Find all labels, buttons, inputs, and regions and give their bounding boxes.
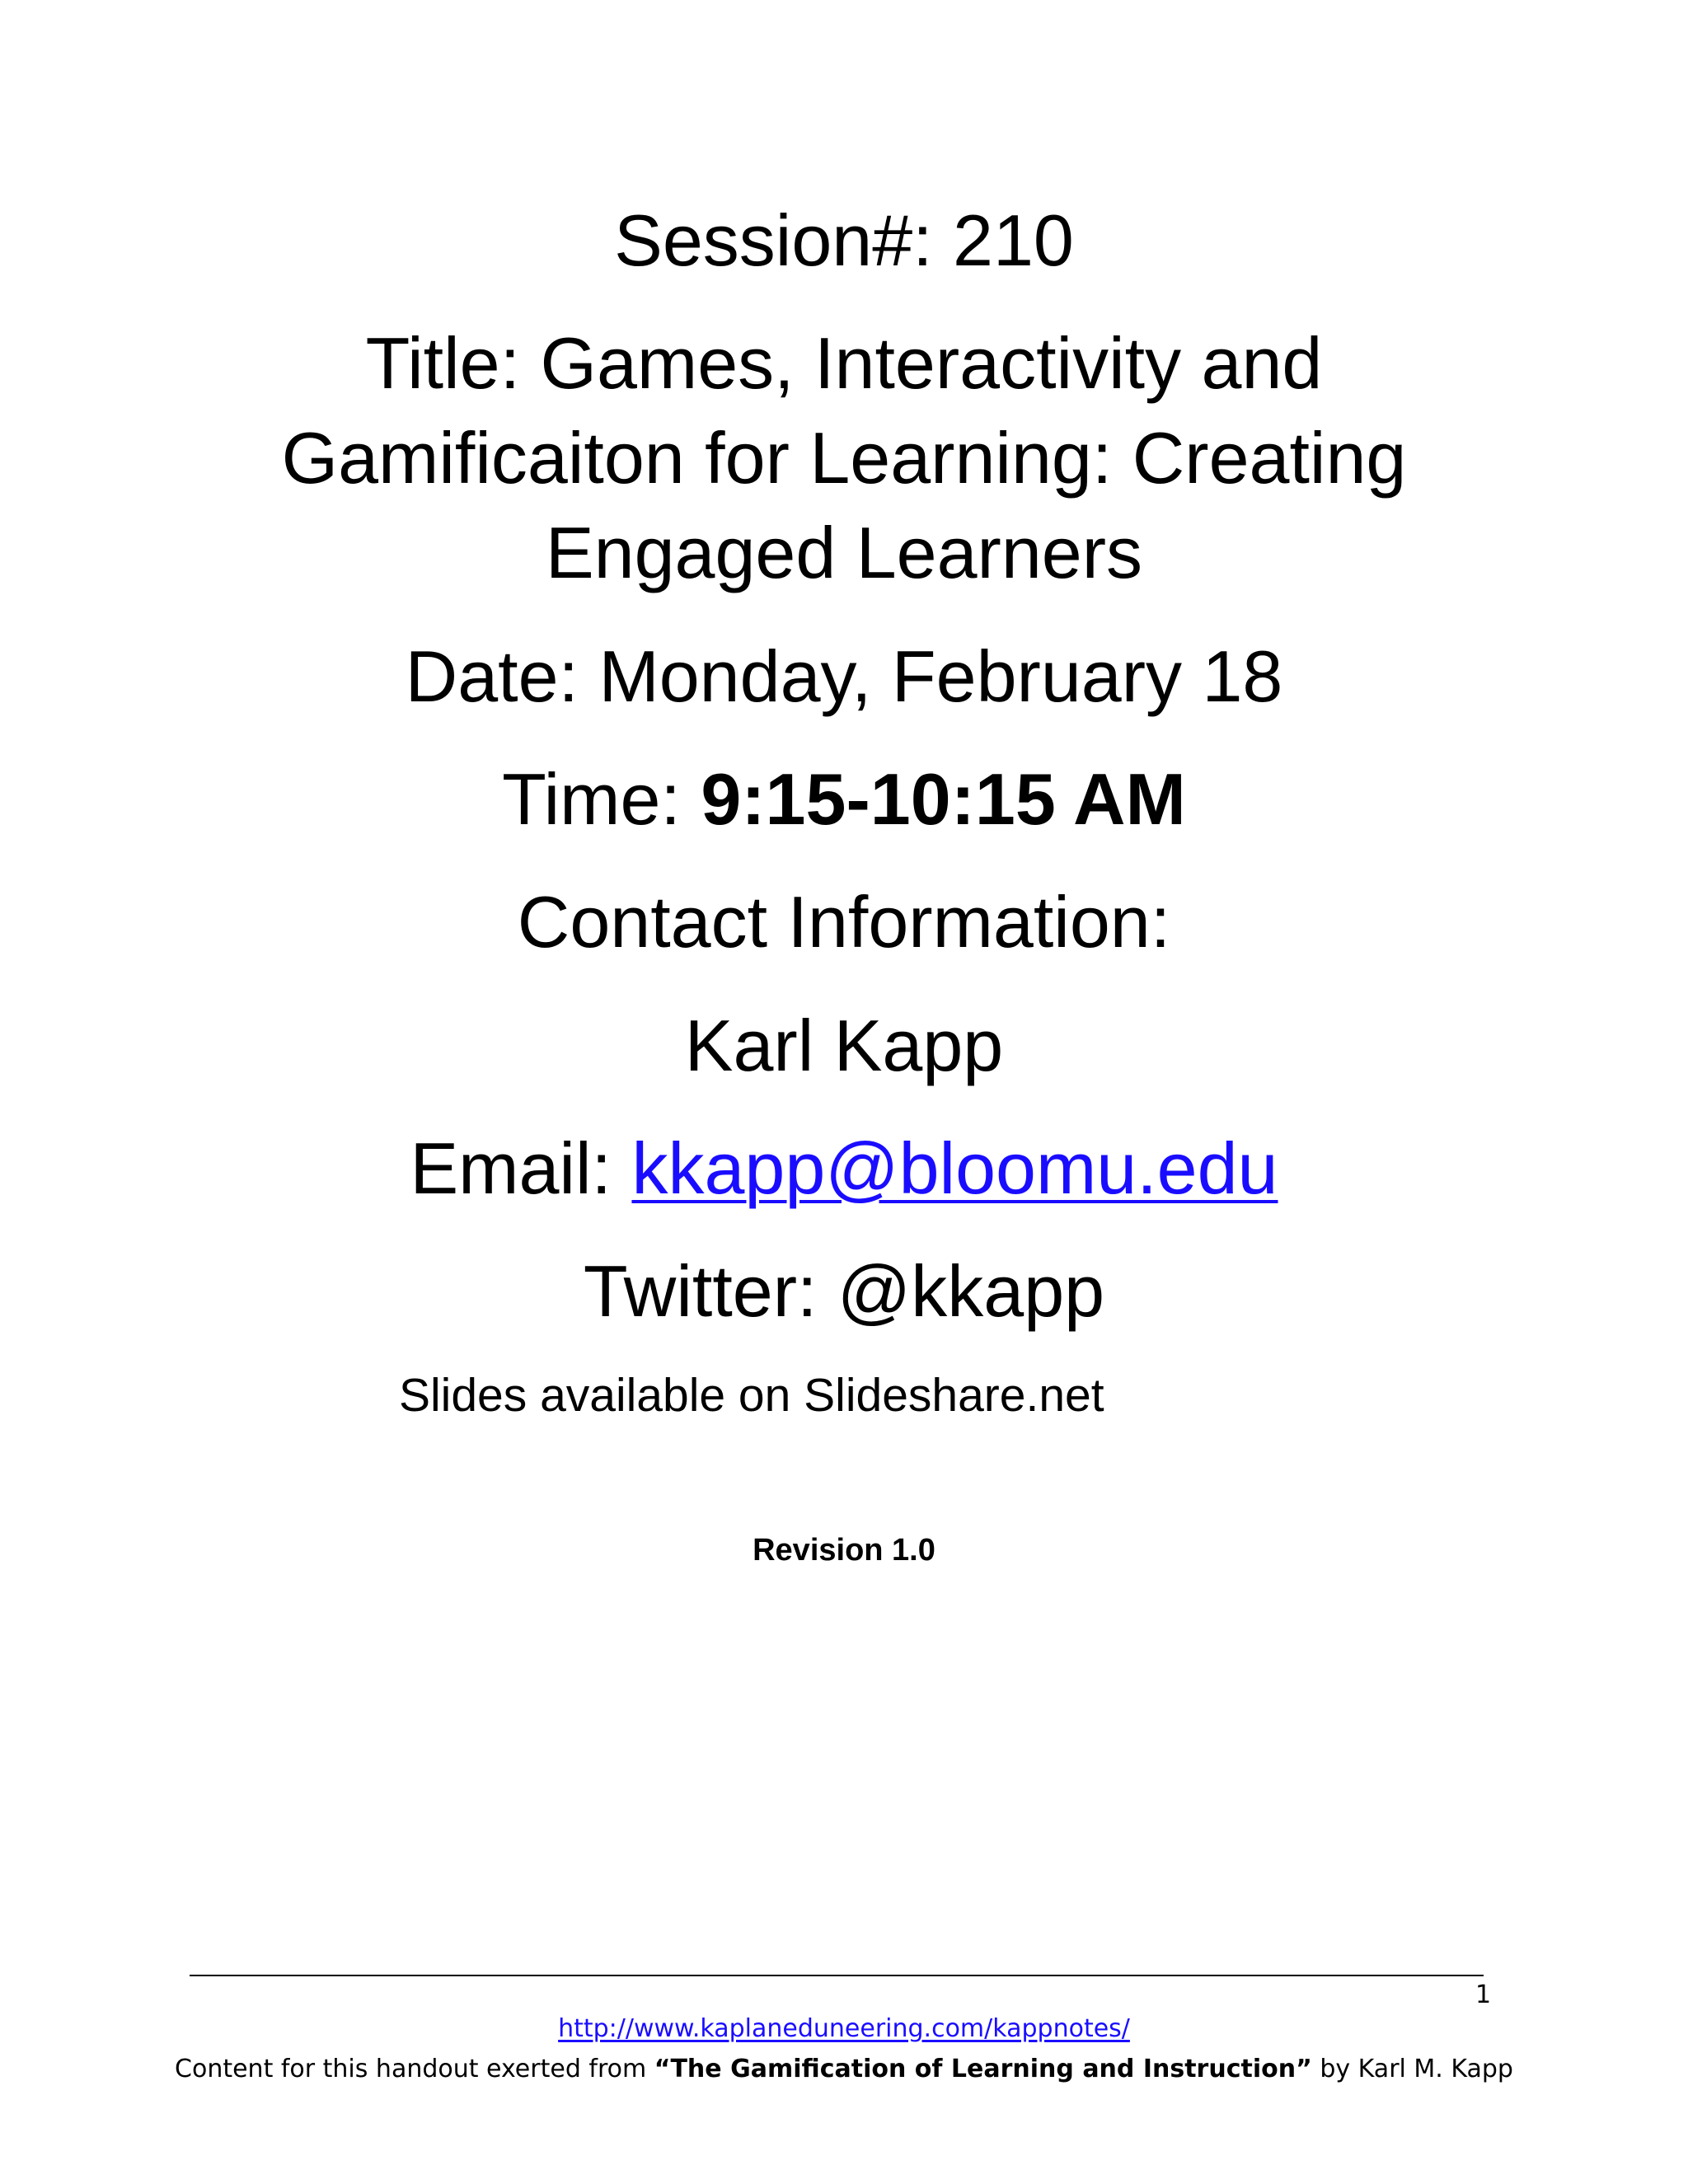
- footer-divider: [190, 1975, 1484, 1976]
- footer-url-link[interactable]: http://www.kaplaneduneering.com/kappnotes/: [558, 2014, 1130, 2043]
- contact-email: [0, 1127, 1688, 1209]
- email-link[interactable]: kkapp@bloomu.edu: [631, 1127, 1278, 1209]
- slides-note: Slides available on Slideshare.net: [399, 1369, 1104, 1422]
- email-label: Email:: [410, 1127, 632, 1209]
- contact-name: Karl Kapp: [684, 1005, 1004, 1086]
- session-title-line-1: Title: Games, Interactivity and: [365, 322, 1323, 404]
- revision-label: Revision 1.0: [753, 1533, 935, 1568]
- session-time: [0, 758, 1688, 840]
- session-date: Date: Monday, February 18: [405, 635, 1283, 717]
- page-number: 1: [1475, 1980, 1492, 2009]
- contact-twitter: Twitter: @kkapp: [583, 1250, 1105, 1332]
- contact-heading: Contact Information:: [517, 881, 1171, 963]
- footer-book-title: “The Gamification of Learning and Instruction”: [654, 2055, 1312, 2083]
- footer-credit: [0, 2057, 1688, 2082]
- time-value: 9:15-10:15 AM: [701, 758, 1186, 840]
- footer-credit-suffix: by Karl M. Kapp: [1311, 2055, 1513, 2083]
- session-title-line-2: Gamificaiton for Learning: Creating: [281, 417, 1407, 499]
- session-number: Session#: 210: [614, 199, 1074, 281]
- time-label: Time:: [502, 758, 701, 840]
- footer-credit-prefix: Content for this handout exerted from: [175, 2055, 654, 2083]
- session-title-line-3: Engaged Learners: [545, 512, 1143, 593]
